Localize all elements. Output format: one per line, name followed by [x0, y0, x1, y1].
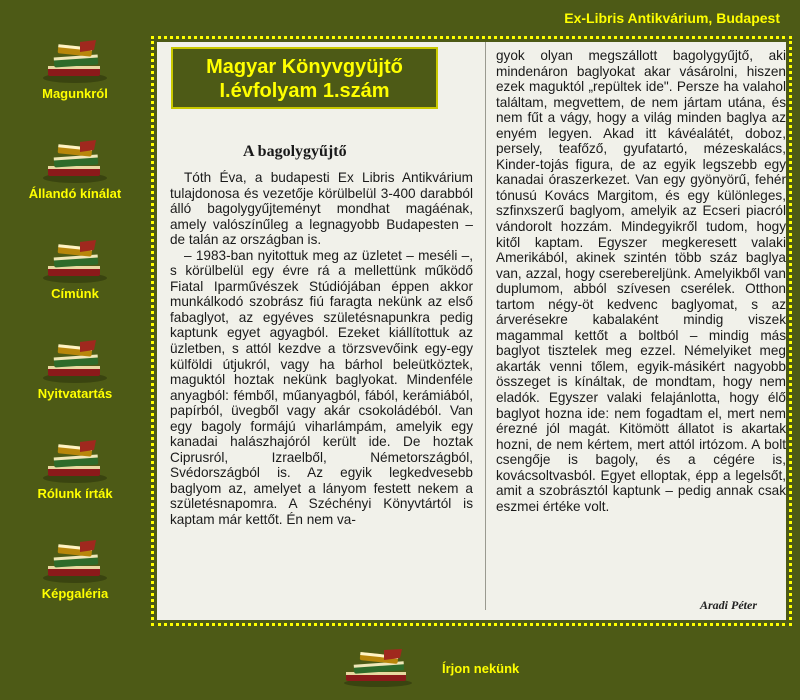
issue-banner	[171, 47, 438, 109]
nav-item-rolunk-irtak[interactable]	[0, 438, 150, 501]
nav-item-label: Magunkról	[42, 86, 108, 101]
nav-item-kepgaleria[interactable]	[0, 538, 150, 601]
nav-item-nyitvatartas[interactable]	[0, 338, 150, 401]
article-column-1	[170, 170, 473, 528]
books-icon	[40, 438, 110, 484]
nav-item-allando-kinalat[interactable]	[0, 138, 150, 201]
banner-title: Magyar Könyvgyüjtő	[206, 56, 403, 78]
nav-item-label: Képgaléria	[41, 586, 109, 601]
banner-issue: I.évfolyam 1.szám	[219, 80, 390, 102]
article-column-2	[496, 48, 786, 514]
books-icon	[40, 138, 110, 184]
article-paragraph: gyok olyan megszállott bagolygyűjtő, aki mindenáron baglyokat akar vásárolni, hiszen ezek maguktól „repültek ide". Persze ha valahol találtam, megvettem, de nem jártam utána, és nem fűt a vágy, hogy a világ minden baglya az enyém legyen. Akad itt kávéalátét, doboz, persely, teafőző, gyufatartó, mézeskalács, Kinder-tojás figura, de az egyik legszebb egy kanadai óraszerkezet. Van egy gyönyörű, fehér tónusú Kovács Margitom, és egy különleges, szfinxszerű baglyom, amelyik az Ecseri piacról vándorolt hozzám. Mindegyikről tudom, hogy kitől kaptam. Egyszer megkeresett valaki Amerikából, akinek szintén több száz baglya van, azzal, hogy cserebereljünk. Amelyikből van duplumom, abból szívesen cserélek. Otthon tartom négy-öt kedvenc baglyomat, s az árverésekre kabalaként mindig viszek magammal kettőt a boltból – mindig más baglyot tisztelek meg ezzel. Némelyiket meg akarták venni tőlem, egyik-másikért nagyobb összeget is kínáltak, de mondtam, hogy nem eladók. Egyszer valaki felajánlotta, hogy élő baglyot hozna ide: nem fogadtam el, mert nem érezné jól magát. Kitömött állatot is akartak hozni, de nem kértem, mert attól irtózom. A bolt csengője is bagoly, és a cégére is, kovácsoltvasból. Egyet elloptak, épp a legelsőt, amit a szobrásztól kaptunk – pedig annak csak eszmei értéke volt.	[496, 48, 786, 514]
nav-item-label: Címünk	[51, 286, 99, 301]
nav-item-magunkrol[interactable]	[0, 38, 150, 101]
article-paragraph: – 1983-ban nyitottuk meg az üzletet – meséli –, s körülbelül egy évre rá a mellettünk működő Fiatal Iparművészek Stúdiójában éppen akkor munkálkodó szobrász fiú faragta nekünk az első fabaglyot, az egyéves születésnapunkra pedig kaptunk egyet agyagból. Ezeket kiállítottuk az üzletben, s attól kezdve a törzsvevőink egy-egy külföldi útjukról, vagy ha bárhol beleütköztek, maguktól hoztak nekünk baglyokat. Mindenféle anyagból: fémből, műanyagból, fából, kerámiából, papírból, üvegből vagy akár csokoládéból. Van egy bagoly formájú viharlámpám, amelyik egy kanadai halászhajóról került ide. De hoztak Ciprusról, Izraelből, Németországból, Svédországból is. Az egyik legkedvesebb baglyom az, amelyet a lányom festett nekem a születésnapomra. A Széchényi Könyvtártól is kaptam már kettőt. Én nem va-	[170, 247, 473, 528]
nav-item-label: Rólunk írták	[37, 486, 113, 501]
books-icon	[340, 648, 416, 688]
site-title: Ex-Libris Antikvárium, Budapest	[564, 10, 780, 26]
article-byline: Aradi Péter	[700, 598, 757, 612]
books-icon	[40, 38, 110, 84]
nav-item-label: Nyitvatartás	[37, 386, 113, 401]
article-paragraph: Tóth Éva, a budapesti Ex Libris Antikvárium tulajdonosa és vezetője körülbelül 3-400 darabból álló bagolygyűjteményt mondhat magáénak, amely valószínűleg a legnagyobb Budapesten – de talán az országban is.	[170, 170, 473, 248]
nav-item-label: Állandó kínálat	[28, 186, 122, 201]
books-icon	[40, 238, 110, 284]
nav-item-cimunk[interactable]	[0, 238, 150, 301]
books-icon	[40, 338, 110, 384]
sidebar-nav	[0, 0, 150, 700]
article-title: A bagolygyűjtő	[243, 143, 347, 160]
nav-item-irjon-nekunk[interactable]	[340, 648, 519, 688]
books-icon	[40, 538, 110, 584]
column-divider	[485, 42, 486, 610]
nav-item-label: Írjon nekünk	[442, 660, 520, 676]
